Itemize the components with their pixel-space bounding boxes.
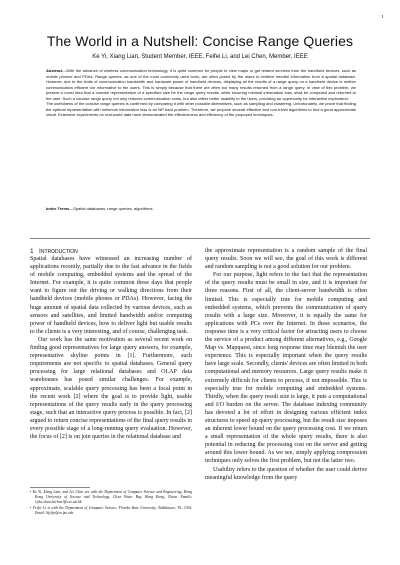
intro-paragraph-3: the approximate representation is a random sample of the final query results. Soon we will see, the goal of this work is different and random sampling is not a good solution for our problem.	[205, 248, 367, 271]
section-heading	[30, 248, 192, 255]
page-number: 1	[381, 14, 384, 19]
abstract-divider	[30, 238, 370, 239]
abstract-paragraph-2: The usefulness of the concise range queries is confirmed by comparing it with other possible alternatives, such as sampling and clustering. Unfortunately, we prove that finding the optimal representation with minimum information loss is an NP-hard problem. Therefore, we propose several effective and non-trivial algorithms to find a good approximate result. Extensive experiments on real-world data have demonstrated the effectiveness and efficiency of the proposed techniques.	[46, 101, 356, 118]
paper-title: The World in a Nutshell: Concise Range Queries	[46, 33, 354, 49]
section-title: Introduction	[39, 248, 78, 255]
author-list: Ke Yi, Xiang Lian, Student Member, IEEE, Feifei Li, and Lei Chen, Member, IEEE	[92, 54, 308, 60]
section-number: 1	[30, 248, 34, 255]
abstract-paragraph-1	[46, 68, 356, 101]
intro-paragraph-2: Our work has the same motivation as several recent work on finding good representatives for large query answers, for example, representative skyline points in [1]. Furthermore, such requirements are not specific to spatial databases. General query processing for large relational databases and OLAP data warehouses has posed similar challenges. For example, approximate, scalable query processing has been a focal point in the recent work [2] where the goal is to provide light, usable representations of the query results early in the query processing stage, such that an interactive query process is possible. In fact, [2] argued to return concise representations of the final query results in every possible stage of a long-running query evaluation. However, the focus of [2] is on join queries in the relational database and	[30, 336, 192, 441]
footnote-2: • Feifei Li is with the Department of Computer Science, Florida State University, Tallahassee, FL, USA. Email: lifeifei@cs.fsu.edu	[30, 505, 192, 515]
footnote-1: • Ke Yi, Xiang Lian, and Lei Chen are with the Department of Computer Science and Engineering, Hong Kong University of Science and Technology, Clear Water Bay, Hong Kong, China. Emails: {yike,xlian,leichen}@cse.ust.hk	[30, 490, 192, 504]
intro-paragraph-4: For our purpose, light refers to the fact that the representation of the query results must be small in size, and it is important for three reasons. First of all, the client-server bandwidth is often limited. This is especially true for mobile computing and embedded systems, which prevents the communication of query results with a large size. Moreover, it is equally the same for applications with PCs over the Internet. In these scenarios, the response time is a very critical factor for attracting users to choose the service of a product among different alternatives, e.g., Google Map vs. Mapquest, since long response time may blemish the user experience. This is especially important when the query results have large scale. Secondly, clients' devices are often limited in both computational and memory resources. Large query results make it extremely difficult for clients to process, if not impossible. This is especially true for mobile computing and embedded systems. Thirdly, when the query result size is large, it puts a computational and I/O burden on the server. The database indexing community has devoted a lot of effort in designing various efficient index structures to speed up query processing, but the result size imposes an inherent lower bound on the query processing cost. If we return a small representation of the whole query results, there is also potential in reducing the processing cost on the server and getting around this lower bound. As we see, simply applying compression techniques only solves the first problem, but not the latter two.	[205, 272, 367, 465]
index-terms-text: —Spatial databases, range queries, algorithms.	[69, 206, 154, 211]
abstract	[46, 68, 356, 118]
footnotes	[30, 490, 192, 517]
abstract-text-1: —With the advance of wireless communication technology, it is quite common for people to view maps or get related services from the handheld devices, such as mobile phones and PDAs. Range queries, as one of the most commonly used tools, are often posed by the users to retrieve needful information from a spatial database. However, due to the limits of communication bandwidth and hardware power of handheld devices, displaying all the results of a range query on a handheld device is neither communication efficient nor informative to the users. This is simply because that there are often too many results returned from a range query. In view of this problem, we present a novel idea that a concise representation of a specified size for the range query results, while incurring minimal information loss, shall be computed and returned to the user. Such a concise range query not only reduces communication costs, but also offers better usability to the users, providing an opportunity for interactive exploration.	[46, 68, 356, 101]
abstract-label: Abstract	[46, 68, 63, 73]
footnote-divider	[30, 487, 90, 488]
intro-paragraph-1: Spatial databases have witnessed an increasing number of applications recently, partially due to the fast advance in the fields of mobile computing, embedded systems and the spread of the Internet. For example, it is quite common these days that people want to figure out the driving or walking directions from their handheld devices (mobile phones or PDAs). However, facing the huge amount of spatial data collected by various devices, such as sensors and satellites, and limited bandwidth and/or computing power of handheld devices, how to deliver light but usable results to the clients is a very interesting, and of course, challenging task.	[30, 256, 192, 335]
left-column	[30, 248, 192, 441]
index-terms	[46, 206, 356, 211]
index-terms-label: Index Terms	[46, 206, 70, 211]
right-column	[205, 247, 367, 482]
intro-paragraph-5: Usability refers to the question of whether the user could derive meaningful knowledge from the query	[205, 466, 367, 481]
